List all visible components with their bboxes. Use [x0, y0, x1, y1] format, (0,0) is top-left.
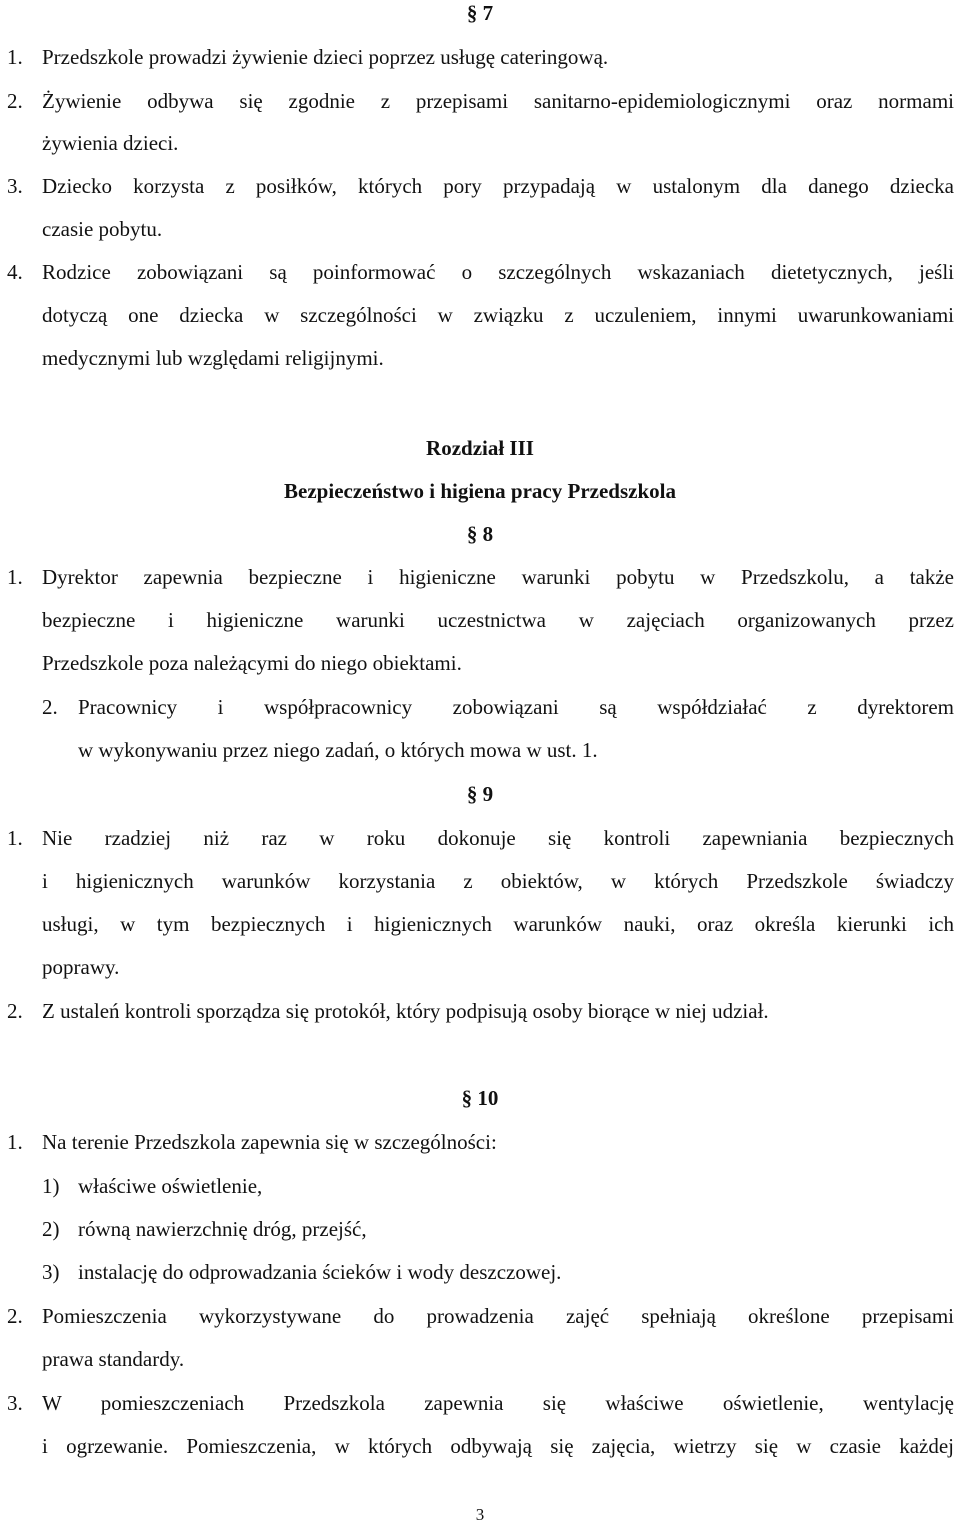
list-item-number: 3)	[42, 1260, 60, 1284]
paragraph-line: w wykonywaniu przez niego zadań, o których mowa w ust. 1.	[78, 738, 598, 762]
paragraph-line: dotyczą one dziecka w szczególności w związku z uczuleniem, innymi uwarunkowaniami	[42, 303, 954, 327]
paragraph-line: Pomieszczenia wykorzystywane do prowadzenia zajęć spełniają określone przepisami	[42, 1304, 954, 1328]
paragraph-line: W pomieszczeniach Przedszkola zapewnia się właściwe oświetlenie, wentylację	[42, 1391, 954, 1415]
paragraph-line: Przedszkole prowadzi żywienie dzieci poprzez usługę cateringową.	[42, 45, 609, 69]
paragraph-line: żywienia dzieci.	[42, 131, 179, 155]
paragraph-line: Dyrektor zapewnia bezpieczne i higieniczne warunki pobytu w Przedszkolu, a także	[42, 565, 954, 589]
page-number: 3	[475, 1505, 485, 1524]
section-heading-8: § 8	[466, 522, 494, 546]
section-heading-7: § 7	[466, 1, 494, 25]
item-number: 2.	[7, 999, 23, 1023]
item-number: 3.	[7, 1391, 23, 1415]
paragraph-line: Rodzice zobowiązani są poinformować o szczególnych wskazaniach dietetycznych, jeśli	[42, 260, 954, 284]
list-item-number: 1)	[42, 1174, 60, 1198]
paragraph-line: poprawy.	[42, 955, 120, 979]
paragraph-line: Na terenie Przedszkola zapewnia się w szczególności:	[42, 1130, 497, 1154]
item-number: 4.	[7, 260, 23, 284]
paragraph-line: usługi, w tym bezpiecznych i higienicznych warunków nauki, oraz określa kierunki ich	[42, 912, 954, 936]
item-number: 1.	[7, 565, 23, 589]
item-number: 1.	[7, 826, 23, 850]
section-heading-9: § 9	[466, 782, 494, 806]
paragraph-line: bezpieczne i higieniczne warunki uczestnictwa w zajęciach organizowanych przez	[42, 608, 954, 632]
item-number: 1.	[7, 45, 23, 69]
chapter-title: Bezpieczeństwo i higiena pracy Przedszkola	[284, 479, 676, 503]
item-number: 1.	[7, 1130, 23, 1154]
paragraph-line: Przedszkole poza należącymi do niego obiektami.	[42, 651, 462, 675]
paragraph-line: Dziecko korzysta z posiłków, których pory przypadają w ustalonym dla danego dziecka	[42, 174, 954, 198]
list-item: właściwe oświetlenie,	[78, 1174, 263, 1198]
item-number: 2.	[42, 695, 58, 719]
item-number: 2.	[7, 1304, 23, 1328]
paragraph-line: i ogrzewanie. Pomieszczenia, w których odbywają się zajęcia, wietrzy się w czasie każdej	[42, 1434, 954, 1458]
paragraph-line: medycznymi lub względami religijnymi.	[42, 346, 384, 370]
paragraph-line: i higienicznych warunków korzystania z obiektów, w których Przedszkole świadczy	[42, 869, 954, 893]
paragraph-line: Żywienie odbywa się zgodnie z przepisami sanitarno-epidemiologicznymi oraz normami	[42, 89, 954, 113]
section-heading-10: § 10	[461, 1086, 499, 1110]
paragraph-line: czasie pobytu.	[42, 217, 163, 241]
list-item: równą nawierzchnię dróg, przejść,	[78, 1217, 367, 1241]
list-item-number: 2)	[42, 1217, 60, 1241]
paragraph-line: Nie rzadziej niż raz w roku dokonuje się kontroli zapewniania bezpiecznych	[42, 826, 954, 850]
paragraph-line: prawa standardy.	[42, 1347, 185, 1371]
chapter-heading: Rozdział III	[426, 436, 534, 460]
paragraph-line: Pracownicy i współpracownicy zobowiązani są współdziałać z dyrektorem	[78, 695, 954, 719]
list-item: instalację do odprowadzania ścieków i wody deszczowej.	[78, 1260, 562, 1284]
item-number: 3.	[7, 174, 23, 198]
paragraph-line: Z ustaleń kontroli sporządza się protokół, który podpisują osoby biorące w niej udział.	[42, 999, 769, 1023]
item-number: 2.	[7, 89, 23, 113]
